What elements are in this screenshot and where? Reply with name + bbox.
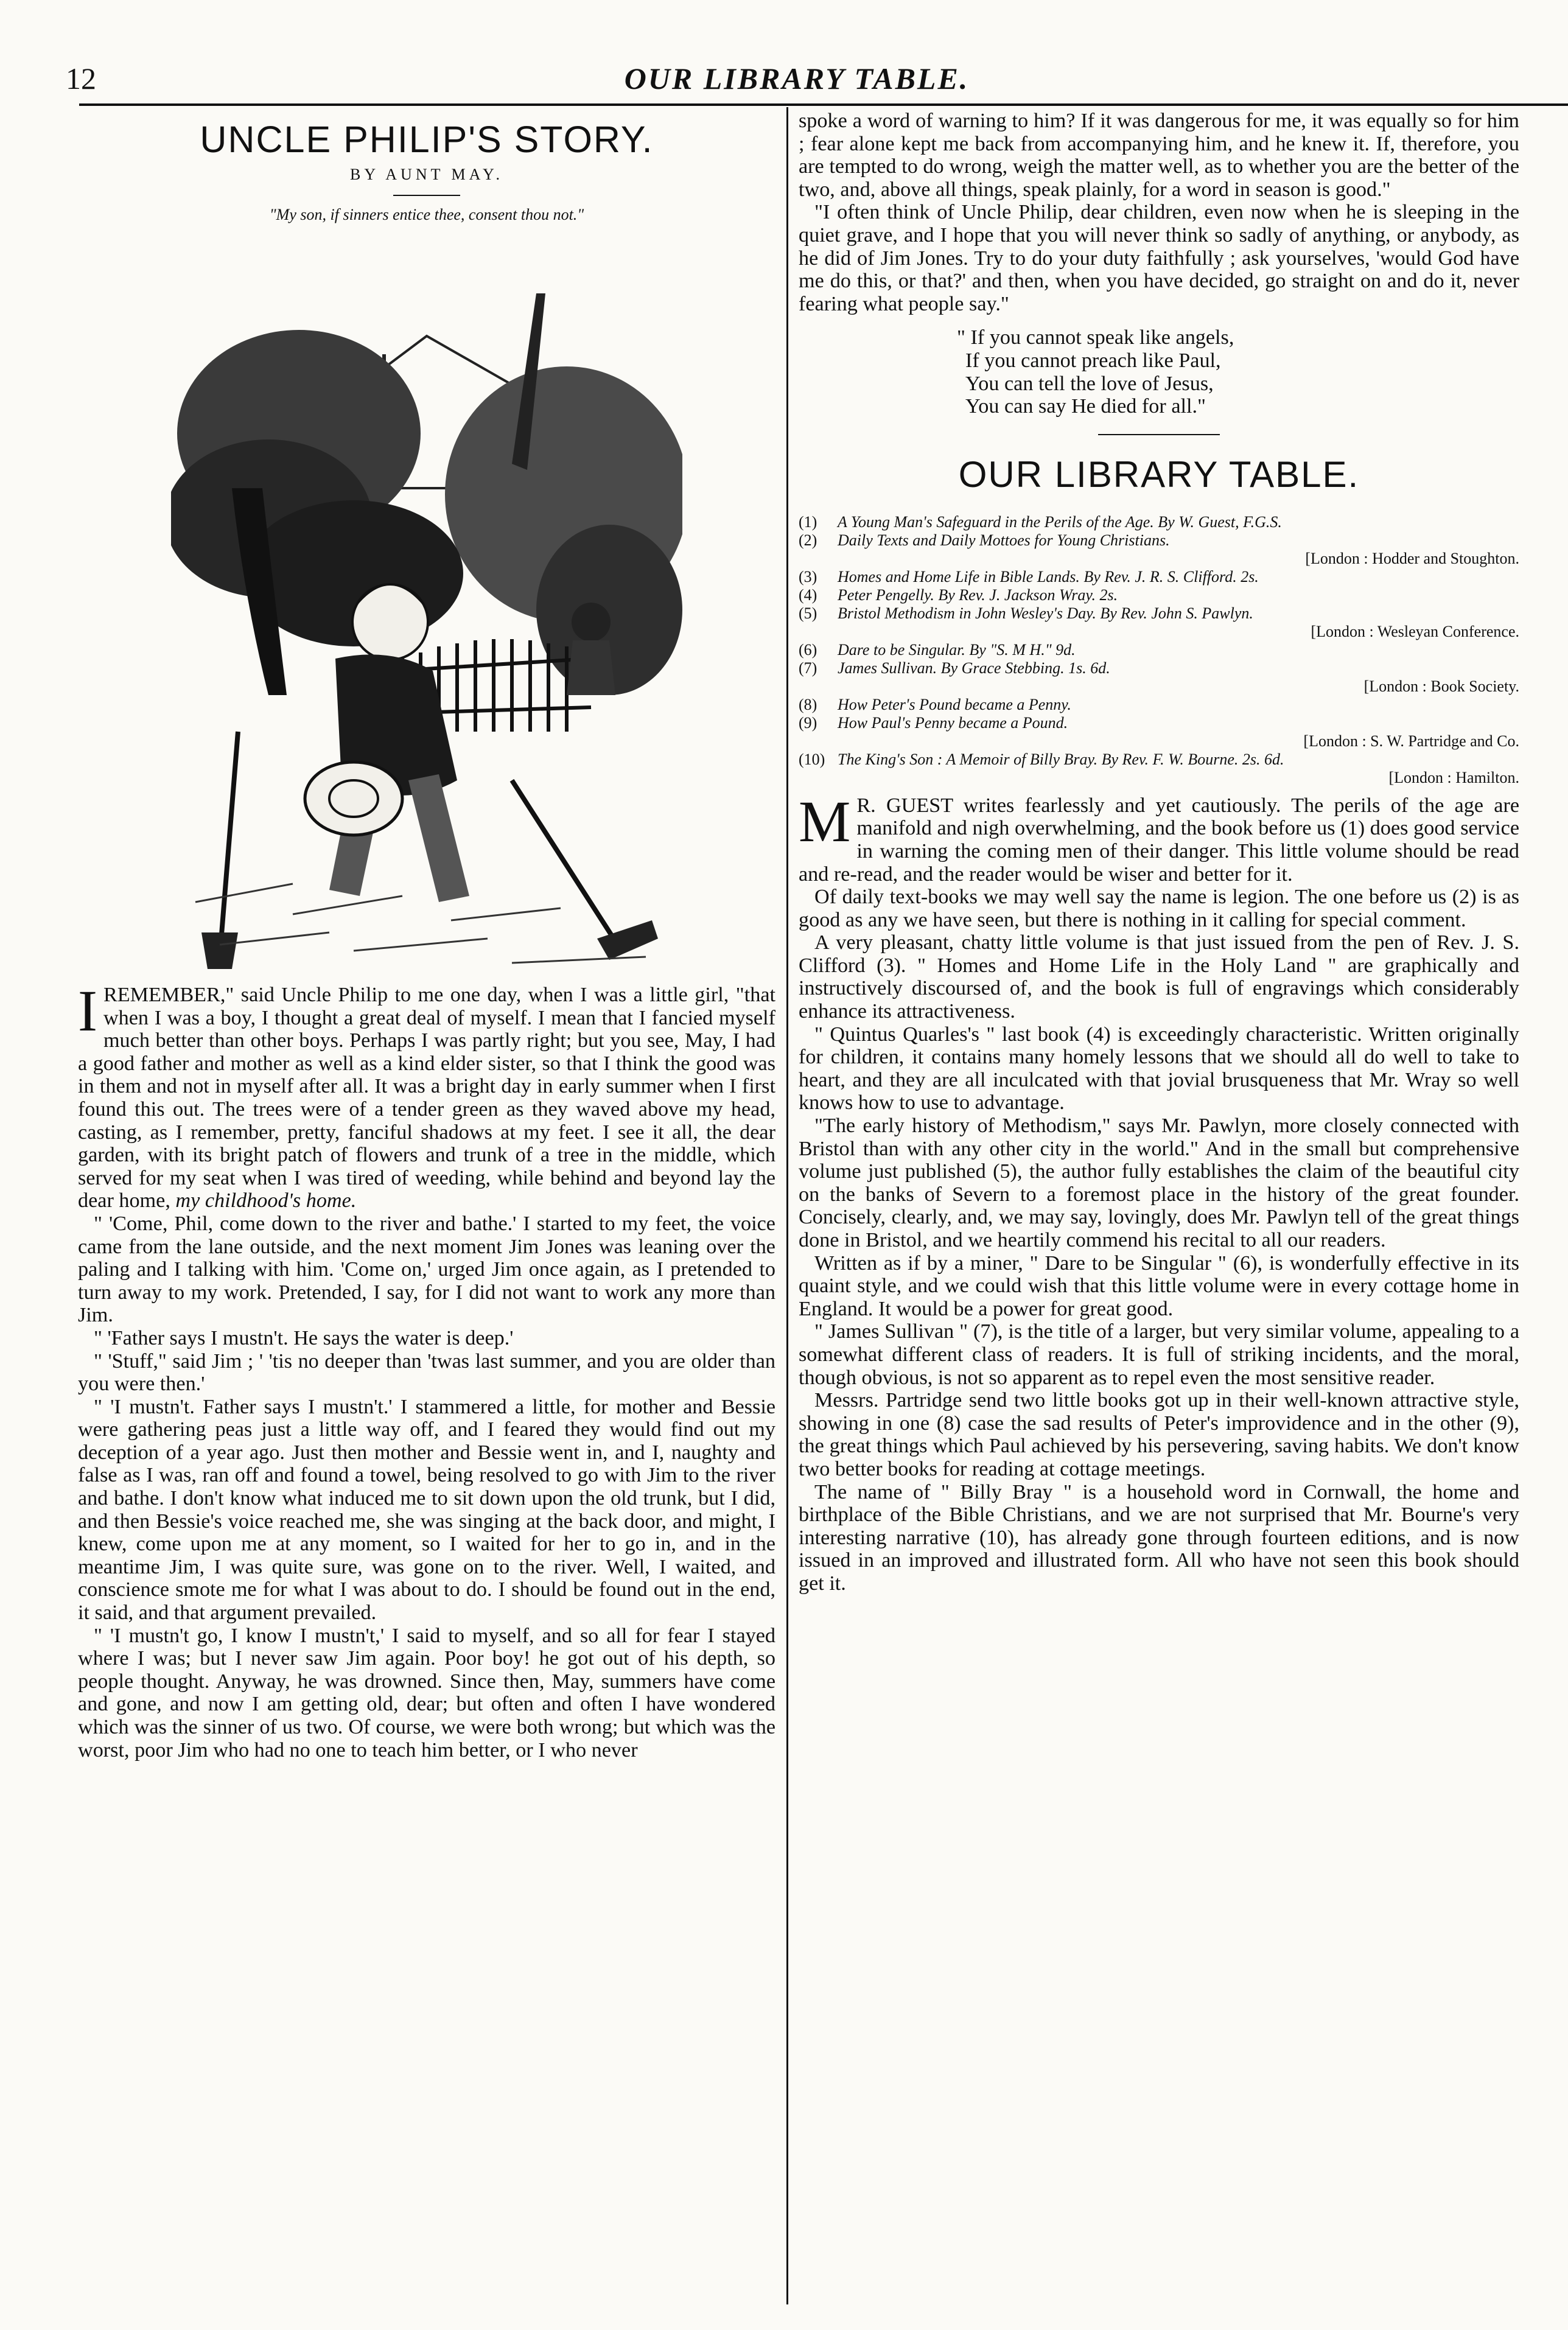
story-paragraph-5: " 'I mustn't. Father says I mustn't.' I stammered a little, for mother and Bessie were gathering peas just a little way off, and I feared they would find out my deception of a year ago. Just then mother and Bessie went in, and I, naughty and false as I was, ran off and found a towel, being resolved to go with Jim to the river and bathe. I don't know what induced me to sit down upon the old trunk, but I did, and then Bessie's voice reached me, she was singing at the back door, and might, I knew, come upon me at any moment, so I waited for her to go in, and in the meantime Jim, I was quite sure, was gone on to the river. Well, I waited, and conscience smote me for what I was about to do. I should be found out in the end, it said, and that argument prevailed. [78,1395,775,1625]
story-paragraph-1: IREMEMBER," said Uncle Philip to me one day, when I was a little girl, "that when I was a boy, I thought a great deal of myself. I mean that I fancied myself much better than other boys. Perhaps I was partly right; but you see, May, I had a good father and mother as well as a kind elder sister, so that I think the good was in them and not in myself after all. It was a bright day in early summer when I first found this out. The trees were of a tender green as they waved above my head, casting, as I remember, pretty, fanciful shadows at my feet. I see it all, the dear garden, with its bright patch of flowers and trunk of a tree in the middle, which served for my seat when I was tired of weeding, while behind and beyond lay the dear home, my childhood's home. [78,978,775,1212]
story-byline: BY AUNT MAY. [350,166,503,183]
publisher-line: [London : Hamilton. [1388,768,1519,786]
poem-line: You can say He died for all." [965,395,1206,418]
review-paragraph-8: Messrs. Partridge send two little books got up in their well-known attractive style, showing in one (8) case the sad results of Peter's improvidence and in the other (9), the great things which Paul achieved by his persevering, saving habits. We don't know two better books for reading at cottage meetings. [799,1389,1519,1480]
publisher-line: [London : Wesleyan Conference. [1311,622,1519,640]
poem-line: You can tell the love of Jesus, [965,372,1214,395]
review-paragraph-9: The name of " Billy Bray " is a household word in Cornwall, the home and birthplace of the Bible Christians, and we are not surprised that Mr. Bourne's very interesting narrative (10), has already gone through fourteen editions, and is now issued in an improved and illustrated form. All who have not seen this book should get it. [799,1480,1519,1595]
book-list-item: (5) Bristol Methodism in John Wesley's Day. By Rev. John S. Pawlyn. [799,604,1253,622]
story-paragraph-4: " 'Stuff," said Jim ; ' 'tis no deeper than 'twas last summer, and you are older than you were then.' [78,1349,775,1396]
publisher-line: [London : Book Society. [1363,677,1519,695]
poem-line: " If you cannot speak like angels, [957,326,1234,349]
library-section-title: OUR LIBRARY TABLE. [958,453,1360,495]
boy-in-garden-illustration [171,233,682,975]
story-paragraph-2: " 'Come, Phil, come down to the river and bathe.' I started to my feet, the voice came from the lane outside, and the next moment Jim Jones was leaning over the paling and I talking with him. 'Come on,' urged Jim once again, as I pretended to turn away to my work. Pretended, I say, for I did not want to work any more than Jim. [78,1212,775,1327]
page-number: 12 [66,61,96,96]
book-list-item: (2) Daily Texts and Daily Mottoes for Young Christians. [799,531,1170,549]
review-paragraph-7: " James Sullivan " (7), is the title of a larger, but very similar volume, appealing to a somewhat different class of readers. It is full of striking incidents, and the moral, though obvious, is not so apparent as to repel even the most sensitive reader. [799,1320,1519,1389]
left-column [78,110,775,1761]
review-dropcap: M [799,788,851,854]
review-paragraph-4: " Quintus Quarles's " last book (4) is exceedingly characteristic. Written originally for children, it contains many homely lessons that we should all do well to take to heart, and they are all inculcated with that jovial brusqueness that Mr. Wray so well knows how to use to advantage. [799,1023,1519,1114]
publisher-line: [London : Hodder and Stoughton. [1305,549,1519,567]
book-list-item: (6) Dare to be Singular. By "S. M H." 9d. [799,640,1076,659]
right-column [799,110,1519,1595]
review-paragraph-5: "The early history of Methodism," says Mr. Pawlyn, more closely connected with Bristol than with any other city in the world." And in the small but comprehensive volume just published (5), the author fully establishes the claim of the beautiful city on the banks of Severn to a foremost place in the history of the great founder. Concisely, clearly, and, we may say, lovingly, does Mr. Pawlyn tell of the great things done in Bristol, and we heartily commend his recital to all our readers. [799,1114,1519,1251]
review-paragraph-3: A very pleasant, chatty little volume is that just issued from the pen of Rev. J. S. Clifford (3). " Homes and Home Life in the Holy Land " are graphically and instructively discoursed of, and the book is full of engravings which considerably enhance its attractiveness. [799,931,1519,1023]
story-poem [957,326,1519,418]
section-end-rule [1098,434,1220,435]
review-paragraph-2: Of daily text-books we may well say the name is legion. The one before us (2) is as good as any we have seen, but there is nothing in it calling for special comment. [799,886,1519,931]
running-title: OUR LIBRARY TABLE. [624,61,970,96]
book-list-item: (3) Homes and Home Life in Bible Lands. By Rev. J. R. S. Clifford. 2s. [799,567,1259,586]
story-dropcap: I [78,978,97,1043]
poem-line: If you cannot preach like Paul, [965,349,1221,372]
book-list-item: (4) Peter Pengelly. By Rev. J. Jackson Wray. 2s. [799,586,1118,604]
story-paragraph-7: spoke a word of warning to him? If it was dangerous for me, it was equally so for him ; fear alone kept me back from accompanying him, and he knew it. If, therefore, you are tempted to do wrong, weigh the matter well, as to whether you are the better of the two, and, above all things, speak plainly, for a word in season is good." [799,110,1519,201]
publisher-line: [London : S. W. Partridge and Co. [1303,732,1519,750]
review-paragraph-1: M R. GUEST writes fearlessly and yet cautiously. The perils of the age are manifold and nigh overwhelming, and the book before us (1) does good service in warning the coming men of their danger. This little volume should be read and re-read, and the reader would be wiser and better for it. [799,788,1519,886]
review-paragraph-6: Written as if by a miner, " Dare to be Singular " (6), is wonderfully effective in its quaint style, and we could wish that this little volume were in every cottage home in England. It would be a power for great good. [799,1251,1519,1320]
header-rule [79,103,1568,106]
book-list-item: (9) How Paul's Penny became a Pound. [799,713,1068,732]
story-paragraph-8: "I often think of Uncle Philip, dear children, even now when he is sleeping in the quiet grave, and I hope that you will never think so sadly of anything, or anybody, as he did of Jim Jones. Try to do your duty faithfully ; ask yourselves, 'would God have me do this, or that?' and then, when you have decided, go straight on and do it, never fearing what people say." [799,201,1519,315]
book-list [799,513,1519,787]
short-rule [393,195,460,196]
column-divider [786,107,788,2304]
story-paragraph-6: " 'I mustn't go, I know I mustn't,' I said to myself, and so all for fear I stayed where I was; but I never saw Jim again. Poor boy! he got out of his depth, so people thought. Anyway, he was drowned. Since then, May, summers have come and gone, and now I am getting old, dear; but often and often I have wondered which was the sinner of us two. Of course, we were both wrong; but which was the worst, poor Jim who had no one to teach him better, or I who never [78,1624,775,1761]
story-epigraph: "My son, if sinners entice thee, consent thou not." [269,206,584,223]
book-list-item: (1) A Young Man's Safeguard in the Perils of the Age. By W. Guest, F.G.S. [799,513,1282,531]
book-list-item: (10) The King's Son : A Memoir of Billy Bray. By Rev. F. W. Bourne. 2s. 6d. [799,750,1284,768]
story-title: UNCLE PHILIP'S STORY. [200,119,654,160]
story-paragraph-3: " 'Father says I mustn't. He says the water is deep.' [94,1326,514,1349]
book-list-item: (7) James Sullivan. By Grace Stebbing. 1s. 6d. [799,659,1110,677]
page-header [57,58,1536,102]
book-list-item: (8) How Peter's Pound became a Penny. [799,695,1071,713]
